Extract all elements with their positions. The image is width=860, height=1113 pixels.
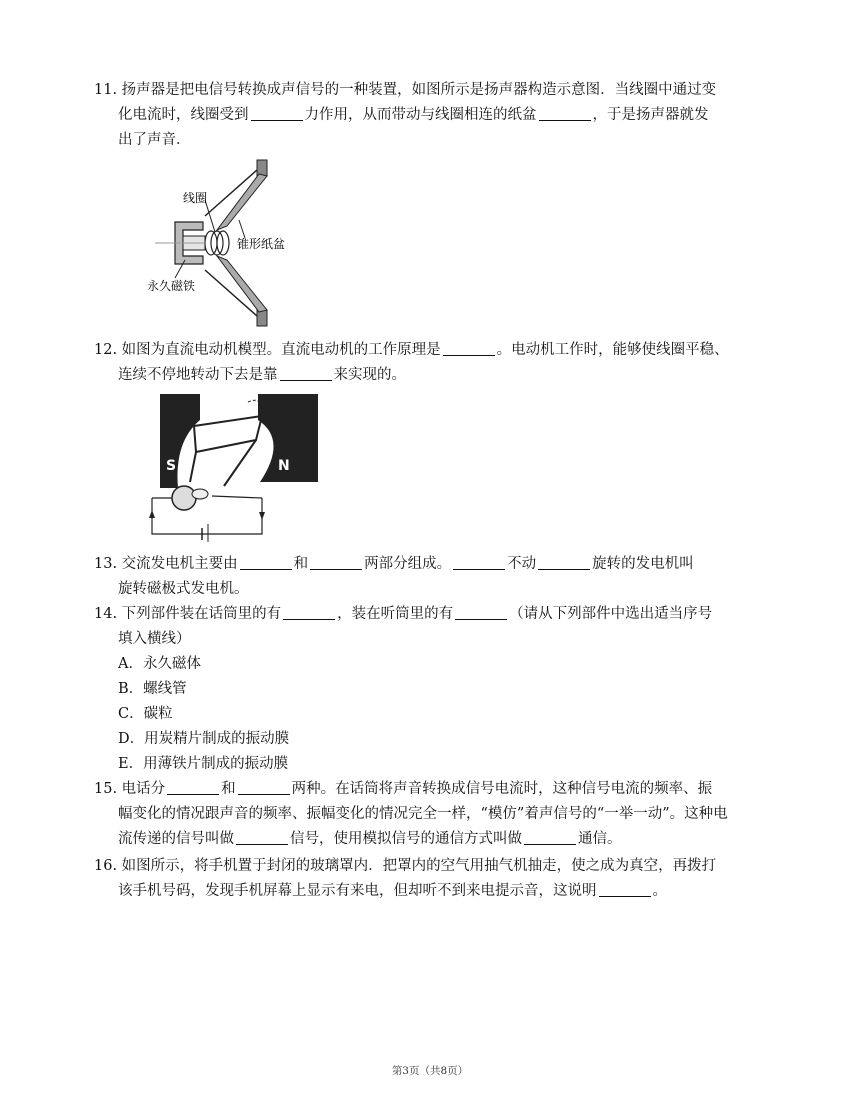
q15-line3: 流传递的信号叫做 信号，使用模拟信号的通信方式叫做 通信。	[118, 831, 622, 847]
q14-blank-1	[283, 605, 335, 620]
label-n-pole: N	[278, 458, 290, 474]
q14-line2: 填入横线）	[118, 631, 191, 647]
q13-blank-1	[240, 555, 292, 570]
q11-number: 11.	[94, 82, 118, 98]
q16-line2: 该手机号码，发现手机屏幕上显示有来电，但却听不到来电提示音，这说明 。	[118, 883, 667, 899]
label-coil: 线圈	[183, 191, 208, 205]
q14-option-e: E．用薄铁片制成的振动膜	[118, 756, 289, 772]
q12-line2: 连续不停地转动下去是靠 来实现的。	[118, 367, 406, 383]
q15-blank-3	[236, 830, 288, 845]
q12-blank-2	[280, 366, 332, 381]
q11-line3: 出了声音．	[118, 132, 191, 148]
question-16	[94, 854, 763, 904]
page-footer: 第3页（共8页）	[391, 1065, 469, 1077]
dc-motor-diagram	[138, 390, 324, 542]
q12-blank-1	[443, 341, 495, 356]
label-magnet: 永久磁铁	[147, 279, 196, 293]
q12-line1: 12. 如图为直流电动机模型。直流电动机的工作原理是 。电动机工作时，能够使线圈平稳、	[94, 342, 729, 358]
q15-line1: 15. 电话分 和 两种。在话筒将声音转换成信号电流时，这种信号电流的频率、振	[94, 781, 713, 797]
q13-blank-3	[453, 555, 505, 570]
question-11	[94, 78, 763, 153]
q15-blank-4	[524, 830, 576, 845]
question-15	[94, 777, 763, 852]
q11-blank-2	[539, 106, 591, 121]
q14-option-b: B．螺线管	[118, 681, 187, 697]
q16-blank-1	[599, 882, 651, 897]
question-13	[94, 552, 763, 602]
q14-option-d: D．用炭精片制成的振动膜	[118, 731, 290, 747]
q16-line1: 16. 如图所示，将手机置于封闭的玻璃罩内．把罩内的空气用抽气机抽走，使之成为真空，再拨打	[94, 858, 717, 874]
q15-blank-1	[167, 780, 219, 795]
q14-option-a: A．永久磁体	[118, 656, 201, 672]
q14-option-c: C．碳粒	[118, 706, 173, 722]
label-s-pole: S	[166, 458, 177, 474]
label-cone: 锥形纸盆	[237, 237, 286, 251]
q14-blank-2	[455, 605, 507, 620]
speaker-diagram	[145, 156, 286, 330]
q13-blank-2	[310, 555, 362, 570]
q13-blank-4	[538, 555, 590, 570]
q11-line2: 化电流时，线圈受到 力作用，从而带动与线圈相连的纸盆 ，于是扬声器就发	[118, 107, 709, 123]
question-14	[94, 602, 763, 777]
q11-line1: 11. 扬声器是把电信号转换成声信号的一种装置，如图所示是扬声器构造示意图．当线圈中通过变	[94, 82, 717, 98]
q15-line2: 幅变化的情况跟声音的频率、振幅变化的情况完全一样，“模仿”着声信号的“一举一动”。这种电	[118, 806, 728, 822]
q13-line2: 旋转磁极式发电机。	[118, 581, 249, 597]
q11-blank-1	[251, 106, 303, 121]
q15-blank-2	[238, 780, 290, 795]
q14-line1: 14. 下列部件装在话筒里的有 ，装在听筒里的有 （请从下列部件中选出适当序号	[94, 606, 713, 622]
q13-line1: 13. 交流发电机主要由 和 两部分组成。 不动 旋转的发电机叫	[94, 556, 694, 572]
question-12	[94, 338, 763, 388]
